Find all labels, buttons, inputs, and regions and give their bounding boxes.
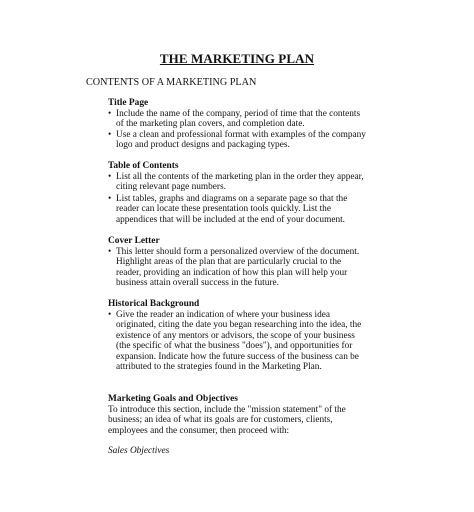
- list-item-text: List tables, graphs and diagrams on a separate page so that the reader can locate these presentation tools quickly. List the appendices that will be included at the end of your document.: [116, 194, 348, 225]
- section-heading-cover-letter: Cover Letter: [108, 236, 160, 246]
- list-item-text: List all the contents of the marketing plan in the order they appear, citing relevant page numbers.: [116, 172, 364, 193]
- list-item: [108, 310, 368, 372]
- list-item-text: Include the name of the company, period of time that the contents of the marketing plan covers, and completion date.: [116, 109, 361, 130]
- bullet-marker: •: [108, 310, 112, 320]
- list-item: [108, 247, 368, 289]
- bullet-marker: •: [108, 172, 112, 182]
- section-paragraph: To introduce this section, include the "mission statement" of the business; an idea of what its goals are for customers, clients, employees and the consumer, then proceed with:: [108, 405, 346, 436]
- list-item-text: Give the reader an indication of where your business idea originated, citing the date you began researching into the idea, the existence of any mentors or advisors, the scope of your business (the specific of what the business "does"), and opportunities for expansion. Indicate how the future success of the business can be attributed to the strategies found in the Marketing Plan.: [116, 310, 362, 373]
- document-title: THE MARKETING PLAN: [159, 51, 315, 66]
- bullet-marker: •: [108, 194, 112, 204]
- list-item: [108, 194, 368, 225]
- list-item-text: This letter should form a personalized overview of the document. Highlight areas of the plan that are particularly crucial to the reader, providing an indication of how this plan will help your business attain overall success in the future.: [116, 247, 360, 289]
- bullet-marker: •: [108, 247, 112, 257]
- bullet-marker: •: [108, 109, 112, 119]
- bullet-marker: •: [108, 130, 112, 140]
- section-heading-title-page: Title Page: [108, 98, 149, 108]
- list-item-text: Use a clean and professional format with examples of the company logo and product designs and packaging types.: [116, 130, 366, 151]
- section-heading-historical-background: Historical Background: [108, 299, 200, 309]
- list-item: [108, 172, 368, 193]
- sales-objectives-label: Sales Objectives: [108, 446, 170, 456]
- list-item: [108, 130, 368, 151]
- document-subtitle: CONTENTS OF A MARKETING PLAN: [86, 77, 257, 88]
- section-heading-table-of-contents: Table of Contents: [108, 161, 179, 171]
- section-heading-marketing-goals: Marketing Goals and Objectives: [108, 394, 238, 404]
- list-item: [108, 109, 368, 130]
